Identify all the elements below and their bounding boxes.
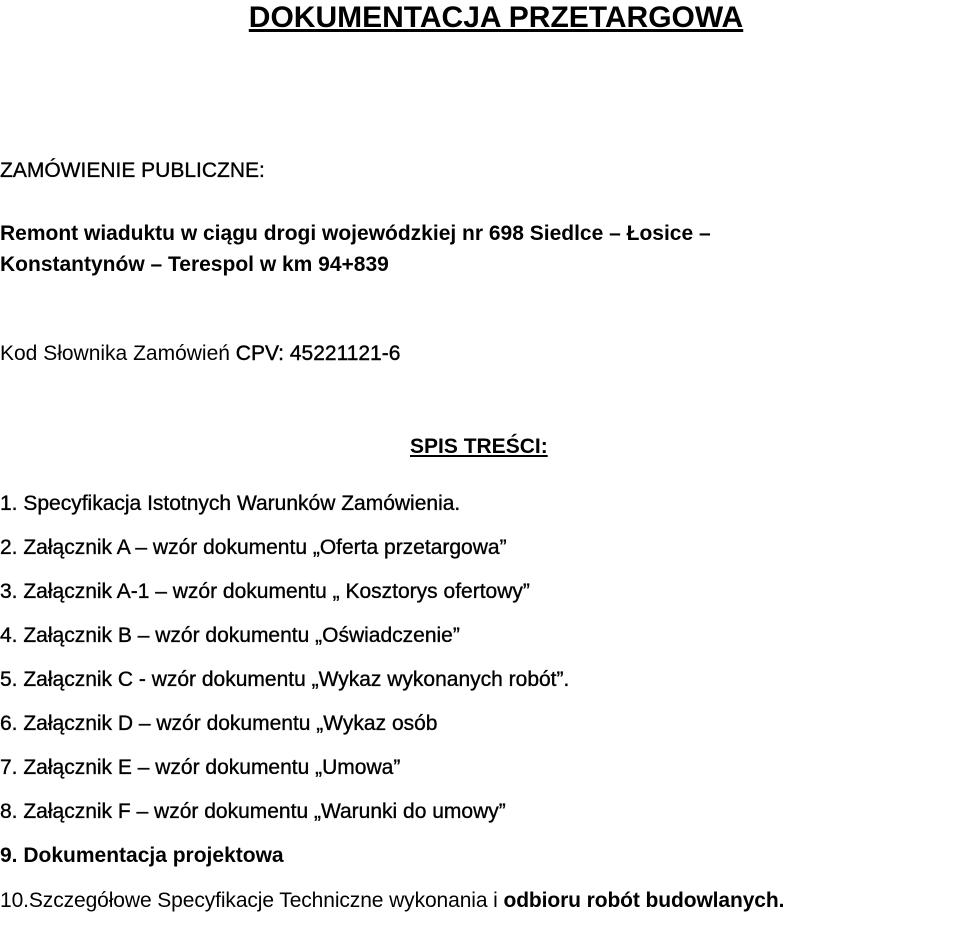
cpv-code: CPV: 45221121-6 — [235, 342, 401, 365]
cpv-label: Kod Słownika Zamówień — [0, 342, 236, 365]
contract-subject-line-2: Konstantynów – Terespol w km 94+839 — [0, 253, 389, 276]
contract-subject — [0, 218, 960, 280]
toc-item-text: 10.Szczegółowe Specyfikacje Techniczne wykonania i — [0, 889, 504, 912]
toc-item-emphasis: odbioru robót budowlanych. — [503, 889, 785, 912]
toc-item — [0, 887, 784, 915]
toc-item-text: 8. Załącznik F – wzór dokumentu „Warunki do umowy” — [0, 800, 506, 823]
toc-item-text: 3. Załącznik A-1 – wzór dokumentu „ Kosztorys ofertowy” — [0, 580, 530, 603]
toc-item — [0, 666, 569, 694]
toc-item — [0, 534, 507, 562]
toc-item — [0, 490, 460, 518]
toc-item-text: 9. Dokumentacja projektowa — [0, 844, 284, 867]
table-of-contents-heading: SPIS TREŚCI: — [410, 435, 548, 458]
toc-item-text: 5. Załącznik C - wzór dokumentu „Wykaz wykonanych robót”. — [0, 668, 570, 691]
toc-item — [0, 842, 284, 870]
document-title: DOKUMENTACJA PRZETARGOWA — [248, 1, 744, 34]
section-label: ZAMÓWIENIE PUBLICZNE: — [0, 159, 265, 182]
toc-item-text: 1. Specyfikacja Istotnych Warunków Zamówienia. — [0, 492, 461, 515]
cpv-code-line — [0, 340, 400, 368]
toc-item-text: 4. Załącznik B – wzór dokumentu „Oświadczenie” — [0, 624, 460, 647]
toc-item — [0, 710, 437, 738]
contract-subject-line-1: Remont wiaduktu w ciągu drogi wojewódzkiej nr 698 Siedlce – Łosice – — [0, 222, 711, 245]
toc-item — [0, 754, 400, 782]
toc-item-text: 2. Załącznik A – wzór dokumentu „Oferta przetargowa” — [0, 536, 507, 559]
toc-item-text: 7. Załącznik E – wzór dokumentu „Umowa” — [0, 756, 401, 779]
toc-item — [0, 578, 530, 606]
toc-item — [0, 622, 460, 650]
toc-item-text: 6. Załącznik D – wzór dokumentu „Wykaz osób — [0, 712, 438, 735]
toc-item — [0, 798, 506, 826]
